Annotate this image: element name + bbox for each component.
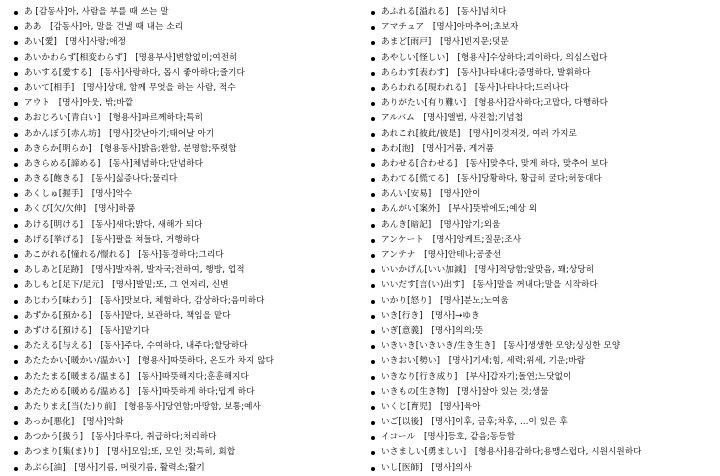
list-item: あたえる[与える] [동사]주다, 수여하다, 내주다;할당하다 <box>12 339 362 354</box>
list-item: あたたかい[暖かい/温かい] [형용사]따뜻하다, 온도가 차지 않다 <box>12 354 362 369</box>
list-item: あずける[預ける] [동사]맡기다 <box>12 324 362 339</box>
list-item: あわ[泡] [명사]거품, 게거품 <box>369 142 717 157</box>
list-item: あっか[悪化] [명사]악화 <box>12 415 362 430</box>
list-item: あくしゅ[握手] [명사]악수 <box>12 187 362 202</box>
list-item: あくび[欠/欠伸] [명사]하품 <box>12 202 362 217</box>
list-item: いきおい[勢い] [명사]기세;힘, 세력;위세, 기운;바람 <box>369 354 717 369</box>
list-item: あきる[飽きる] [동사]싫증나다;물리다 <box>12 172 362 187</box>
list-item: いき[行き] [명사]→ゆき <box>369 309 717 324</box>
list-item: あわてる[慌てる] [동사]당황하다, 황급히 굴다;허둥대다 <box>369 172 717 187</box>
list-item: あい[愛] [명사]사랑;애정 <box>12 35 362 50</box>
list-item: あやしい[怪しい] [형용사]수상하다;괴이하다, 의심스럽다 <box>369 51 717 66</box>
list-item: ありがたい[有り難い] [형용사]감사하다;고맙다, 다행하다 <box>369 96 717 111</box>
list-item: いいかげん[いい加減] [명사]적당함;알맞음, 꽤;상당히 <box>369 263 717 278</box>
list-item: あける[明ける] [동사]새다;밝다, 새해가 되다 <box>12 218 362 233</box>
list-item: いいだす[言(い)出す] [동사]말을 꺼내다;말을 시작하다 <box>369 278 717 293</box>
list-item: あつまり[集(ま)り] [명사]모임;또, 모인 것;특히, 회합 <box>12 445 362 460</box>
list-item: あれこれ[彼此/彼是] [명사]이것저것, 여러 가지로 <box>369 127 717 142</box>
list-item: あしあと[足跡] [명사]발자취, 발자국;전하여, 행방, 업적 <box>12 263 362 278</box>
list-item: あおじろい[青白い] [형용사]파르께하다;특히 <box>12 111 362 126</box>
list-item: あかんぼう[赤ん坊] [명사]갓난아기;태어날 아기 <box>12 127 362 142</box>
list-item: いぎ[意義] [명사]의의;뜻 <box>369 324 717 339</box>
list-item: イコール [명사]등호, 같음;동등함 <box>369 430 717 445</box>
list-item: いさましい[勇ましい] [형용사]용감하다;용맹스럽다, 시원시원하다 <box>369 445 717 460</box>
list-item: いし[医師] [명사]의사 <box>369 461 717 476</box>
list-item: ああ [감동사]아, 말을 건낼 때 내는 소리 <box>12 20 362 35</box>
list-item: あじわう[味わう] [동사]맛보다, 체험하다, 감상하다;음미하다 <box>12 294 362 309</box>
list-item: あたためる[暖める/温める] [동사]따뜻하게 하다;덥게 하다 <box>12 385 362 400</box>
list-item: あげる[挙げる] [동사]팔을 쳐들다, 거행하다 <box>12 233 362 248</box>
list-item: あわせる[合わせる] [동사]맞추다, 맞게 하다, 맞추어 보다 <box>369 157 717 172</box>
list-item: あんがい[案外] [부사]뜻밖에도;예상 외 <box>369 202 717 217</box>
list-item: いきもの[生き物] [명사]살아 있는 것;생물 <box>369 385 717 400</box>
list-item: あきらめる[諦める] [동사]체념하다;단념하다 <box>12 157 362 172</box>
vocab-list-left <box>12 5 362 476</box>
list-item: アルバム [명사]앨범, 사진첩;기념첩 <box>369 111 717 126</box>
list-item: あつかう[扱う] [동사]다루다, 취급하다;처리하다 <box>12 430 362 445</box>
list-item: あずかる[預かる] [동사]맡다, 보관하다, 책임을 맡다 <box>12 309 362 324</box>
list-item: アンケート [명사]앙케트;질문;조사 <box>369 233 717 248</box>
list-item: アマチュア [명사]아마추어;초보자 <box>369 20 717 35</box>
list-item: いきなり[行き成り] [부사]갑자기;돌연;느닷없이 <box>369 370 717 385</box>
list-item: あらわす[表わす] [동사]나타내다;증명하다, 발휘하다 <box>369 66 717 81</box>
list-item: いかり[怒り] [명사]분노;노여움 <box>369 294 717 309</box>
list-item: あふれる[溢れる] [동사]넘치다 <box>369 5 717 20</box>
list-item: あんき[暗記] [명사]암기;외움 <box>369 218 717 233</box>
list-item: あたりまえ[当(た)り前] [형용동사]당연함;마땅함, 보통;예사 <box>12 400 362 415</box>
vocab-list-right <box>369 5 717 476</box>
list-item: あぶら[油] [명사]기름, 머릿기름, 활력소;활기 <box>12 461 362 476</box>
list-item: あしもと[足下/足元] [명사]발밑;또, 그 언저리, 신변 <box>12 278 362 293</box>
list-item: アウト [명사]아웃, 밖;바깥 <box>12 96 362 111</box>
list-item: あきらか[明らか] [형용동사]밝음;환함, 분명함;뚜렷함 <box>12 142 362 157</box>
list-item: いくじ[育児] [명사]육아 <box>369 400 717 415</box>
list-item: あいかわらず[相変わらず] [명용부사]변함없이;여전히 <box>12 51 362 66</box>
list-item: いご[以後] [명사]이후, 금후;차후, …이 있은 후 <box>369 415 717 430</box>
list-item: あ [감동사]아, 사람을 부를 때 쓰는 말 <box>12 5 362 20</box>
list-item: あいて[相手] [명사]상대, 함께 무엇을 하는 사람, 적수 <box>12 81 362 96</box>
list-item: アンテナ [명사]안테나;공중선 <box>369 248 717 263</box>
list-item: あこがれる[憧れる/憬れる] [동사]동경하다;그리다 <box>12 248 362 263</box>
list-item: あたたまる[暖まる/温まる] [동사]따뜻해지다;훈훈해지다 <box>12 370 362 385</box>
list-item: あいする[愛する] [동사]사랑하다, 몹시 좋아하다;즐기다 <box>12 66 362 81</box>
list-item: あらわれる[現われる] [동사]나타나다;드러나다 <box>369 81 717 96</box>
list-item: あまど[雨戸] [명사]빈지문;덧문 <box>369 35 717 50</box>
list-item: あんい[安易] [명사]안이 <box>369 187 717 202</box>
list-item: いきいき[いきいき/生き生き] [동사]생생한 모양;싱싱한 모양 <box>369 339 717 354</box>
